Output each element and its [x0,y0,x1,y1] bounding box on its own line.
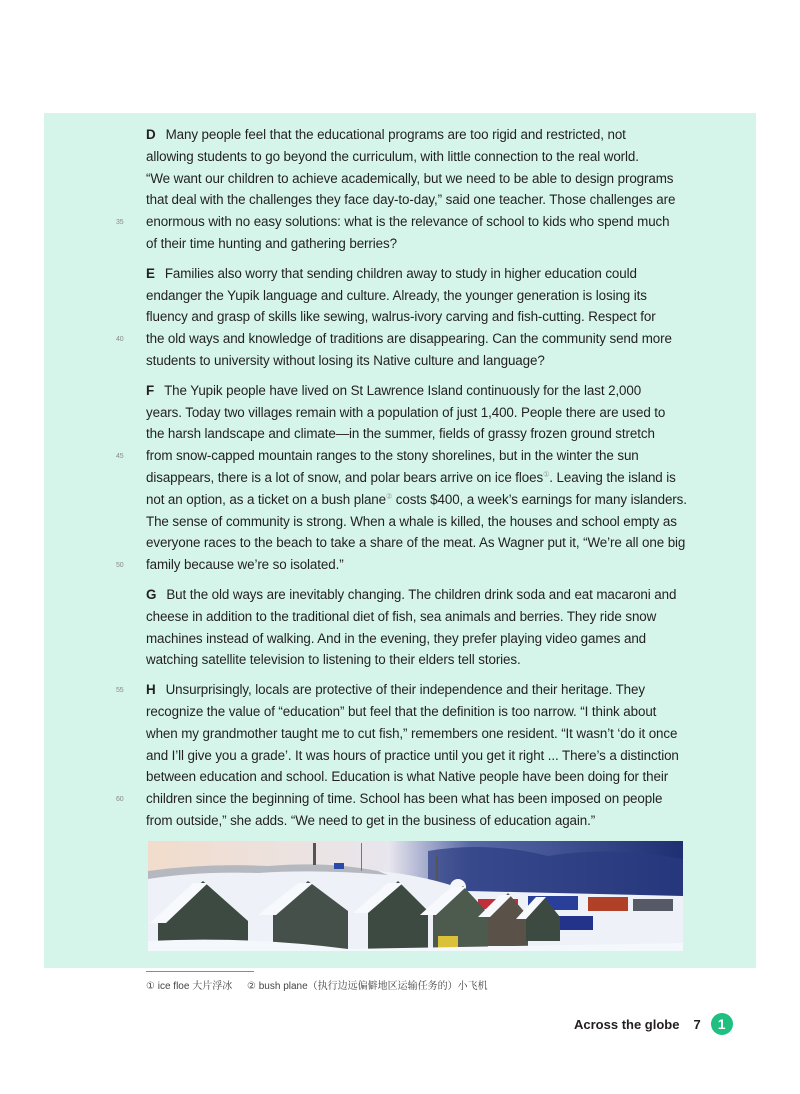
line-number: 50 [116,562,124,570]
footnote-1: ① ice floe 大片浮冰 [146,981,233,992]
paragraph-e: E Families also worry that sending children away to study in higher education could endanger the Yupik language and culture. Already, the younger generation is losing its fluency and grasp of skills like sewing, walrus-ivory carving and fish-cutting. Respect for 40 the old ways and knowledge of traditions are disappearing. Can the community send more students to university without losing its Native culture and language? [116,265,672,368]
paragraph-letter: F [146,382,155,398]
footnote-marker-2: ② [385,493,393,501]
footnote-divider [146,971,254,972]
paragraph-d: D Many people feel that the educational programs are too rigid and restricted, not allowing students to go beyond the curriculum, with little connection to the real world. “We want our children to achieve academically, but we need to be able to design programs that deal with the challenges they face day-to-day,” said one teacher. Those challenges are 35 enormous with no easy solutions: what is the relevance of school to kids who spend much of their time hunting and gathering berries? [116,127,676,251]
unit-badge-icon: 1 [711,1013,733,1035]
article-body [116,124,706,840]
village-photo [148,841,683,951]
paragraph-f: F The Yupik people have lived on St Lawrence Island continuously for the last 2,000 years. Today two villages remain with a population of just 1,400. People there are used to the harsh landscape and climate—in the summer, fields of grassy frozen ground stretch 45 from snow-capped mountain ranges to the stony shorelines, but in the winter the sun disappears, there is a lot of snow, and polar bears arrive on ice floes①. Leaving the island is not an option, as a ticket on a bush plane② costs $400, a week’s earnings for many islanders. The sense of community is strong. When a whale is killed, the houses and school empty as everyone races to the beach to take a share of the meat. As Wagner put it, “We’re all one big 50 family because we’re so isolated.” [146,380,706,576]
paragraph-letter: G [146,586,157,602]
snow-village-illustration [148,841,683,951]
footnotes [146,977,500,992]
paragraph-g: G But the old ways are inevitably changing. The children drink soda and eat macaroni and cheese in addition to the traditional diet of fish, sea animals and berries. They ride snow machines instead of walking. And in the evening, they prefer playing video games and watching satellite television to listening to their elders tell stories. [146,586,677,668]
page-footer [574,1013,733,1035]
footnote-marker-1: ① [543,471,550,479]
line-number: 60 [116,796,124,804]
paragraph-letter: E [146,265,155,281]
line-number: 55 [116,687,124,695]
line-number: 40 [116,336,124,344]
paragraph-letter: H [146,682,156,698]
page-number: 7 [693,1016,701,1032]
paragraph-letter: D [146,127,156,142]
line-number: 45 [116,453,124,461]
footnote-2: ② bush plane（执行边远偏僻地区运输任务的）小飞机 [247,981,488,992]
paragraph-h: 55 H Unsurprisingly, locals are protective of their independence and their heritage. They recognize the value of “education” but feel that the definition is too narrow. “I think about when my grandmother taught me to cut fish,” remembers one resident. “It wasn’t ‘do it once and I’ll give you a grade’. It was hours of practice until you get it right ... There’s a distinction between education and school. Education is what Native people have been doing for their 60 children since the beginning of time. School has been what has been imposed on people from outside,” she adds. “We need to get in the business of education again.” [116,682,679,828]
section-title: Across the globe [574,1016,680,1032]
line-number: 35 [116,219,124,227]
